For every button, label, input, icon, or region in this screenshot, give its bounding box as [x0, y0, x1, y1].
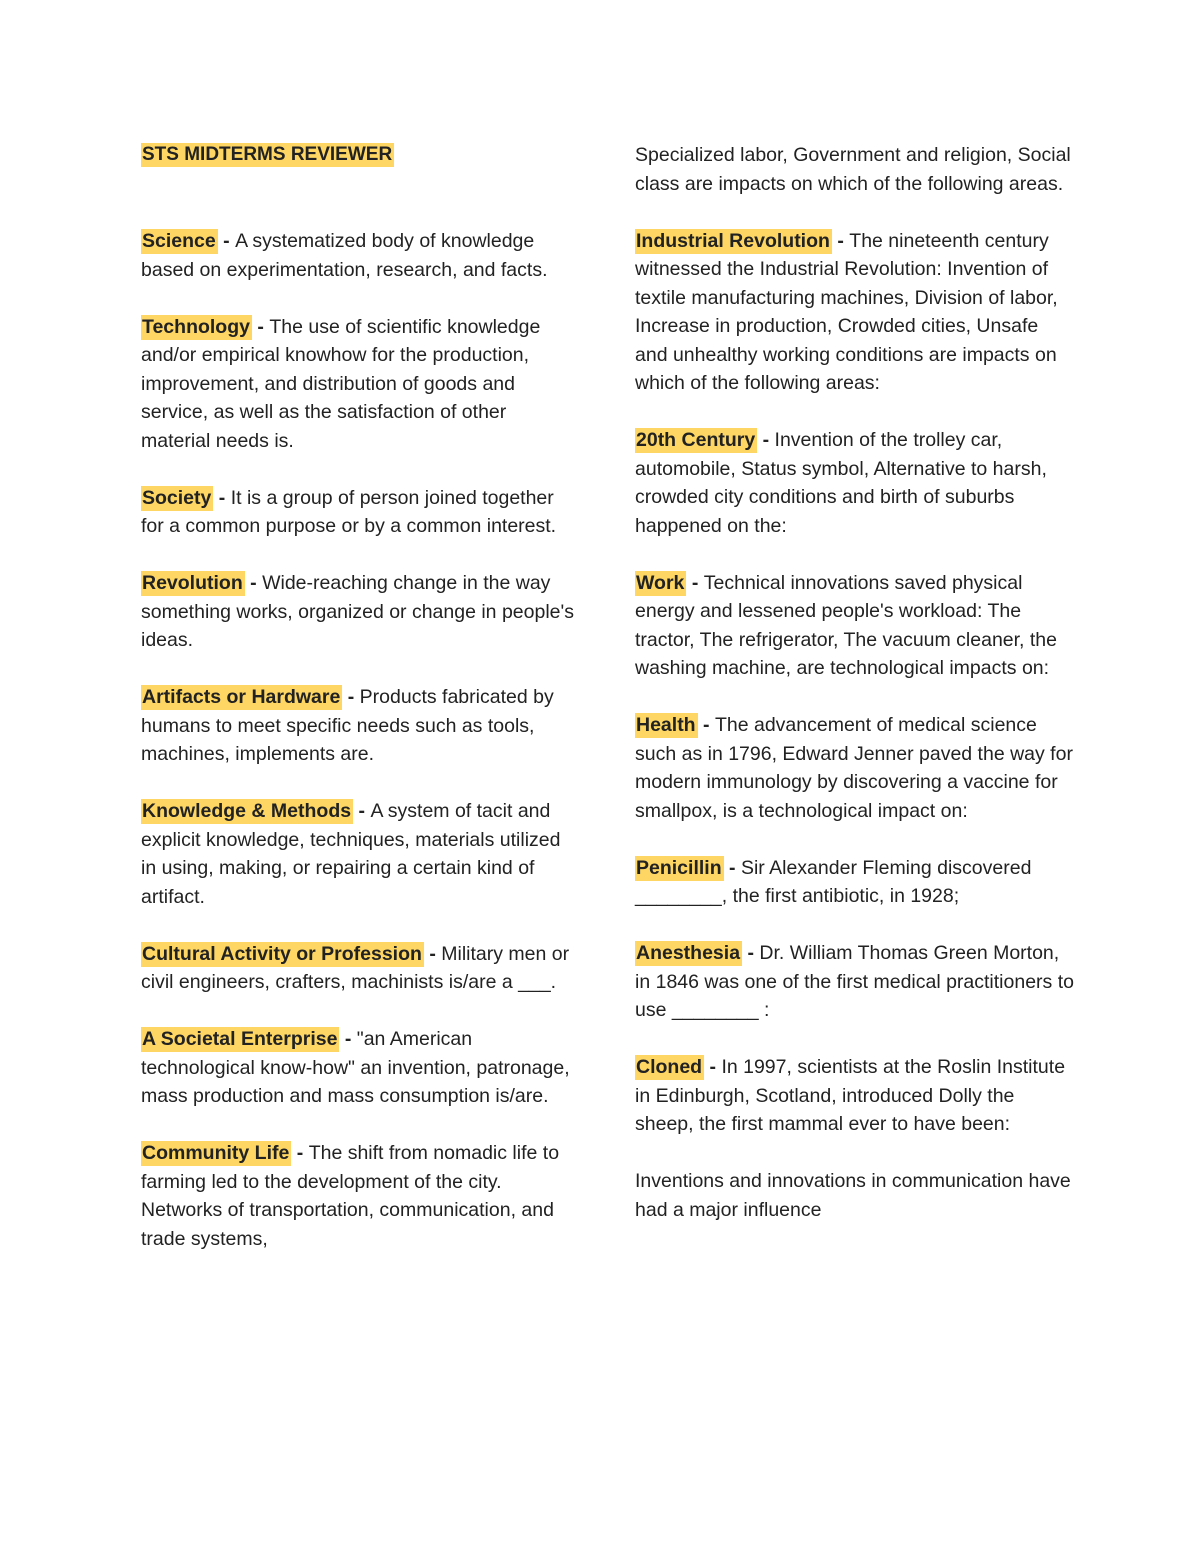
glossary-definition: Wide-reaching change in the way something works, organized or change in people's ideas.: [141, 572, 574, 651]
term-separator: -: [757, 429, 775, 451]
glossary-definition: In 1997, scientists at the Roslin Institute in Edinburgh, Scotland, introduced Dolly the sheep, the first mammal ever to have been:: [635, 1056, 1066, 1135]
term-separator: -: [213, 486, 231, 509]
glossary-entry: [141, 683, 581, 769]
glossary-definition: Military men or civil engineers, crafters, machinists is/are a ___.: [141, 942, 570, 993]
glossary-entry: [635, 227, 1075, 398]
term-separator: -: [704, 1056, 722, 1078]
right-entry-list: [635, 227, 1075, 1139]
glossary-entry: [635, 711, 1075, 825]
glossary-definition: Dr. William Thomas Green Morton, in 1846 was one of the first medical practitioners to use ________ :: [635, 942, 1074, 1021]
glossary-definition: A systematized body of knowledge based on experimentation, research, and facts.: [141, 230, 548, 281]
glossary-definition: The nineteenth century witnessed the Industrial Revolution: Invention of textile manufacturing machines, Division of labor, Increase in production, Crowded cities, Unsafe and unhealthy working conditions are impacts on which of the following areas:: [635, 229, 1058, 394]
term-separator: -: [244, 572, 263, 594]
glossary-entry: [141, 940, 581, 997]
term-separator: -: [217, 230, 236, 252]
term-separator: -: [697, 714, 715, 736]
glossary-term: Knowledge & Methods: [142, 800, 352, 822]
glossary-term: Cloned: [636, 1056, 703, 1078]
glossary-definition: The shift from nomadic life to farming led to the development of the city. Networks of transportation, communication, and trade systems,: [141, 1142, 560, 1250]
glossary-entry: [635, 569, 1075, 683]
glossary-entry: [141, 1139, 581, 1253]
glossary-definition: Sir Alexander Fleming discovered ________, the first antibiotic, in 1928;: [635, 856, 1032, 907]
term-separator: -: [831, 229, 850, 252]
glossary-term: 20th Century: [636, 429, 756, 451]
glossary-entry: [635, 426, 1075, 540]
term-separator: -: [291, 1142, 309, 1164]
glossary-term: Artifacts or Hardware: [142, 686, 341, 708]
term-separator: -: [723, 856, 741, 879]
glossary-entry: [141, 484, 581, 541]
glossary-entry: [635, 939, 1075, 1025]
left-entry-list: [141, 227, 581, 1253]
term-separator: -: [423, 942, 442, 965]
glossary-definition: "an American technological know-how" an invention, patronage, mass production and mass consumption is/are.: [141, 1028, 570, 1107]
glossary-entry: [141, 569, 581, 655]
term-separator: -: [342, 686, 360, 708]
glossary-term: Technology: [142, 315, 250, 338]
glossary-term: Health: [636, 714, 696, 736]
glossary-entry: [141, 797, 581, 911]
glossary-entry: [635, 854, 1075, 911]
glossary-definition: The advancement of medical science such as in 1796, Edward Jenner paved the way for modern immunology by discovering a vaccine for smallpox, is a technological impact on:: [635, 714, 1073, 822]
term-separator: -: [742, 942, 760, 964]
glossary-term: Penicillin: [636, 856, 722, 879]
glossary-entry: [141, 313, 581, 456]
document-title: STS MIDTERMS REVIEWER: [142, 144, 393, 165]
glossary-entry: [141, 1025, 581, 1111]
glossary-definition: It is a group of person joined together for a common purpose or by a common interest.: [141, 486, 557, 537]
glossary-term: Work: [636, 571, 685, 594]
glossary-definition: Products fabricated by humans to meet specific needs such as tools, machines, implements are.: [141, 686, 554, 765]
glossary-entry: [141, 227, 581, 284]
glossary-term: Industrial Revolution: [636, 229, 830, 252]
term-separator: -: [339, 1028, 357, 1050]
right-outro-paragraph: Inventions and innovations in communication have had a major influence: [635, 1170, 1071, 1221]
left-column: [141, 141, 581, 1282]
glossary-definition: A system of tacit and explicit knowledge, techniques, materials utilized in using, making, or repairing a certain kind of artifact.: [141, 800, 561, 908]
term-separator: -: [251, 315, 270, 338]
glossary-term: Cultural Activity or Profession: [142, 942, 422, 965]
glossary-term: A Societal Enterprise: [142, 1028, 338, 1050]
glossary-definition: Technical innovations saved physical energy and lessened people's workload: The tractor, The refrigerator, The vacuum cleaner, the washing machine, are technological impacts on:: [635, 571, 1058, 679]
glossary-term: Society: [142, 486, 212, 509]
glossary-entry: [635, 1053, 1075, 1139]
glossary-definition: The use of scientific knowledge and/or empirical knowhow for the production, improvement, and distribution of goods and service, as well as the satisfaction of other material needs is.: [141, 315, 541, 452]
glossary-term: Revolution: [142, 572, 243, 594]
right-intro-paragraph: Specialized labor, Government and religion, Social class are impacts on which of the following areas.: [635, 144, 1071, 195]
right-column: [635, 141, 1075, 1253]
glossary-term: Community Life: [142, 1142, 290, 1164]
glossary-definition: Invention of the trolley car, automobile, Status symbol, Alternative to harsh, crowded city conditions and birth of suburbs happened on the:: [635, 429, 1047, 537]
glossary-term: Science: [142, 230, 216, 252]
term-separator: -: [686, 571, 704, 594]
term-separator: -: [353, 800, 371, 822]
glossary-term: Anesthesia: [636, 942, 741, 964]
